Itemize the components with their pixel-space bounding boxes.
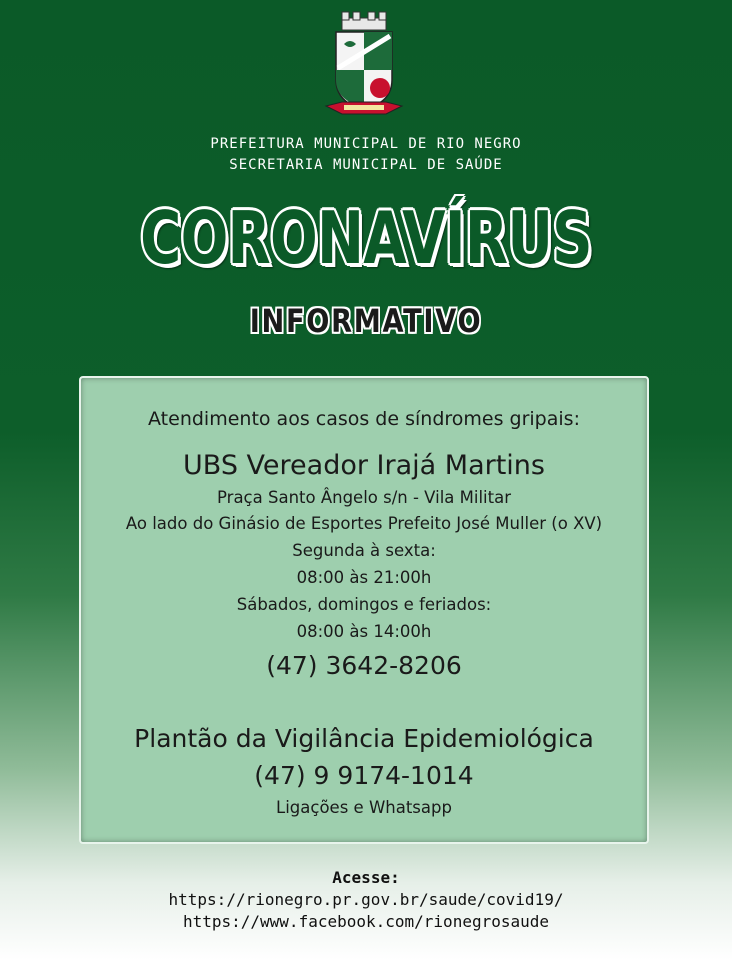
vigilance-phone: (47) 9 9174-1014 <box>254 761 474 790</box>
info-card <box>79 376 649 844</box>
unit-address: Praça Santo Ângelo s/n - Vila Militar <box>217 488 511 507</box>
intro-text: Atendimento aos casos de síndromes gripais: <box>148 408 580 430</box>
vigilance-note: Ligações e Whatsapp <box>276 798 452 817</box>
page-subtitle: INFORMATIVO <box>249 302 483 340</box>
page-title: CORONAVÍRUS <box>140 196 592 280</box>
org-line-secretaria: SECRETARIA MUNICIPAL DE SAÚDE <box>229 157 503 173</box>
unit-name: UBS Vereador Irajá Martins <box>183 450 545 481</box>
unit-phone: (47) 3642-8206 <box>266 651 462 680</box>
weekdays-hours: 08:00 às 21:00h <box>296 568 432 587</box>
weekend-label: Sábados, domingos e feriados: <box>236 595 492 614</box>
access-label: Acesse: <box>332 868 400 887</box>
municipal-coat-of-arms-icon <box>322 10 406 122</box>
access-url-facebook: https://www.facebook.com/rionegrosaude <box>182 912 550 931</box>
weekend-hours: 08:00 às 14:00h <box>296 622 432 641</box>
unit-reference: Ao lado do Ginásio de Esportes Prefeito José Muller (o XV) <box>125 514 603 533</box>
org-line-prefeitura: PREFEITURA MUNICIPAL DE RIO NEGRO <box>210 136 522 152</box>
vigilance-title: Plantão da Vigilância Epidemiológica <box>134 724 594 753</box>
access-url-site: https://rionegro.pr.gov.br/saude/covid19/ <box>168 890 564 909</box>
weekdays-label: Segunda à sexta: <box>292 541 436 560</box>
